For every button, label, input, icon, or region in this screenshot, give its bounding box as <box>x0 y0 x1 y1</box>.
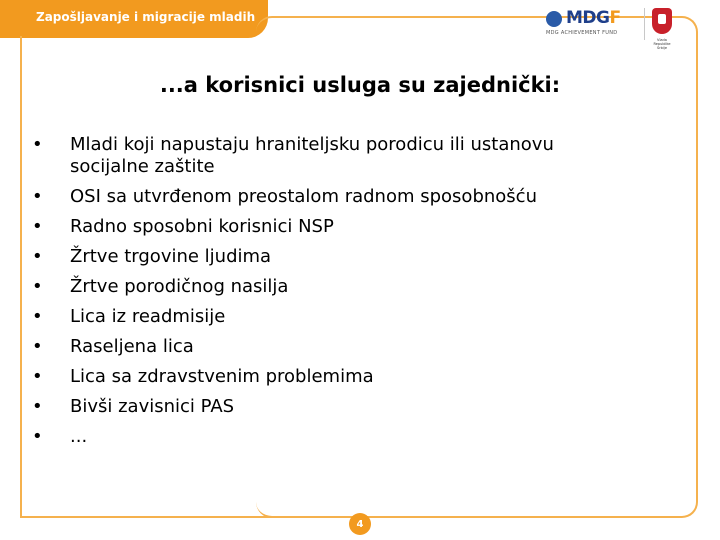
mdg-logo-text: MDG <box>566 8 610 28</box>
list-item: • ... <box>30 426 670 448</box>
logo-divider <box>644 8 645 40</box>
list-item: • Žrtve trgovine ljudima <box>30 246 670 268</box>
slide-frame-bottom <box>20 516 480 518</box>
government-label: Vlada Republike Srbije <box>653 38 671 50</box>
bullet-list <box>30 134 670 456</box>
serbia-coat-of-arms-icon <box>652 8 672 34</box>
list-item: • OSI sa utvrđenom preostalom radnom sposobnošću <box>30 186 670 208</box>
un-emblem-icon <box>546 11 562 27</box>
mdg-logo-f: F <box>609 8 621 28</box>
header-banner <box>0 0 268 38</box>
list-item: • Mladi koji napustaju hraniteljsku porodicu ili ustanovu socijalne zaštite <box>30 134 630 178</box>
header-title: Zapošljavanje i migracije mladih <box>36 10 256 24</box>
list-item: • Bivši zavisnici PAS <box>30 396 670 418</box>
slide-frame-left <box>20 36 22 518</box>
slide-title: ...a korisnici usluga su zajednički: <box>159 73 561 97</box>
mdg-fund-label: MDG ACHIEVEMENT FUND <box>546 30 618 36</box>
list-item: • Radno sposobni korisnici NSP <box>30 216 670 238</box>
partner-logos <box>546 8 706 48</box>
list-item: • Raseljena lica <box>30 336 670 358</box>
list-item: • Žrtve porodičnog nasilja <box>30 276 670 298</box>
list-item: • Lica iz readmisije <box>30 306 670 328</box>
mdg-logo <box>566 8 621 28</box>
list-item: • Lica sa zdravstvenim problemima <box>30 366 670 388</box>
page-number-badge: 4 <box>349 513 371 535</box>
